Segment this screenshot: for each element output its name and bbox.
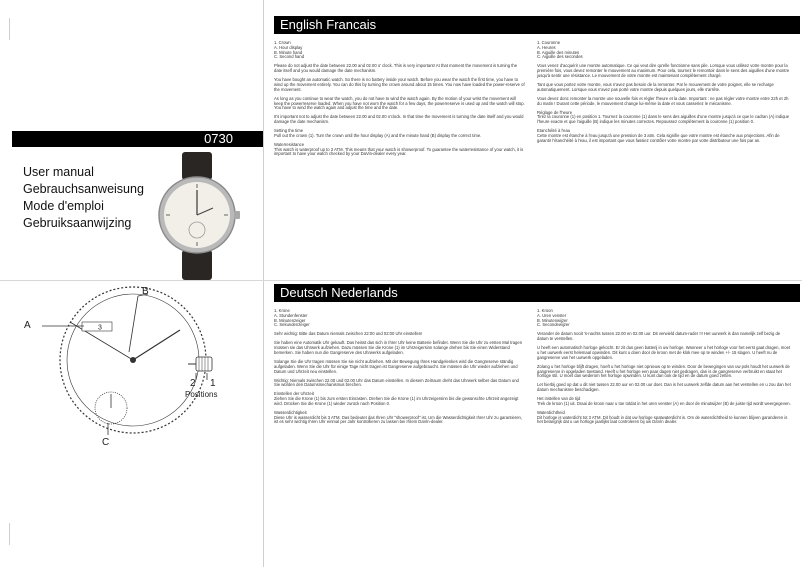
header-german-dutch-text: Deutsch Nederlands bbox=[280, 285, 398, 300]
french-paragraph: Vous devez donc remonter la montre une nouvelle fois et régler l'heure et la date. Important : ne pas régler votre montre entre 22h et 2h du matin ! Durant cette période, le mouvement change lui-même la date et vous casseriez le mécanisme. bbox=[537, 95, 789, 106]
english-paragraph: It's important not to adjust the date between 22.00 and 02.00 o'clock. In that time the movement is turning the date itself and you would damage the date mechanism. bbox=[274, 114, 524, 125]
hour-window bbox=[82, 322, 112, 331]
manual-title-de: Gebrauchsanweisung bbox=[23, 182, 144, 196]
english-paragraph: You have bought an automatic watch. So there is no battery inside your watch. Before you wear the watch the first time, you have to wind up the movement entirely. You can do this by turning the crown around about 15 times. You now have loaded the power-reserve of the movement. bbox=[274, 77, 525, 92]
german-paragraph: Sie haben eine Automatik Uhr gekauft. Das heisst das sich in Ihrer Uhr keine Batterie befindet. Wenn Sie die Uhr zu ersten Mal tragen müssen sie das Uhrwerk aufziehen. Dazu müssen Sie die Krone (1) im Uhrzeigersinn solange drehen bis Sie einen Widerstand bemerken. Sie haben nun die Gangreserve des Uhrwerks aufgeladen. bbox=[274, 340, 523, 355]
german-parts-list: 1. Krone A. Stundenfenster B. Minutenzeiger C. Sekundenzeiger bbox=[274, 308, 310, 328]
header-english-french-text: English Francais bbox=[280, 17, 377, 32]
english-paragraph: Setting the time Pull out the crown (1). Turn the crown until the hour display (A) and the minute hand (B) display the correct time. bbox=[274, 128, 482, 138]
crown-position-1: 1 bbox=[210, 378, 216, 389]
positions-label: Positions bbox=[185, 390, 218, 399]
french-instructions bbox=[537, 41, 791, 148]
watch-diagram bbox=[18, 282, 258, 447]
french-paragraph: Etanchéité à l'eau Cette montre est étanche à l'eau jusqu'à une pression de 3 atm. Cela signifie que votre montre est étanche aux projections. Afin de garantir l'étanchéité à l'eau, il est important que vous fassiez contrôler votre montre par votre distributeur une fois par an. bbox=[537, 128, 780, 143]
model-number: 0730 bbox=[204, 131, 233, 146]
manual-title-en: User manual bbox=[23, 165, 94, 179]
dutch-paragraph: U heeft een automatisch horloge gekocht. Er zit dus geen batterij in uw horloge. Wanneer u het horloge voor het eerst gaat dragen, moet u het uurwerk eerst helemaal opwinden. Dit kunt u doen door de kroon met de klok mee op te winden +/- 15 slagen. U heeft nu de gangreserve van het uurwerk opgeladen. bbox=[537, 345, 791, 360]
french-paragraph: Réglage de l'heure Tirez la couronne (1) en position 1. Tournez la couronne (1) dans le sens des aiguilles d'une montre jusqu'à ce que le cadran (A) indique l'heure exacte et que l'aiguille (B) indique les minutes correctes. Repoussez complètement la couronne (1) position 0. bbox=[537, 109, 790, 125]
crown-position-2: 2 bbox=[190, 378, 196, 389]
english-instructions bbox=[274, 41, 526, 161]
page-edge-mark bbox=[9, 18, 10, 40]
crown-icon bbox=[188, 357, 212, 371]
manual-language-list bbox=[23, 164, 144, 232]
header-english-french bbox=[274, 16, 800, 34]
english-paragraph: As long as you continue to wear the watch, you do not have to wind the watch again. By the motion of your wrist the movement will keep the powerreserve loaded. When you have not worn the watch for a few days, the powerreserve is used up and the watch will stop. You have to wind the watch again and adjust the time and the date. bbox=[274, 95, 525, 111]
page-divider bbox=[0, 280, 802, 281]
label-b: B bbox=[142, 286, 149, 297]
dutch-paragraph: Het instellen van de tijd Trek de kroon (1) uit. Draai de kroon naar u toe totdat in het uren venster (A) en door de minutwijzer (B) de juiste tijd wordt weergegeven. bbox=[537, 396, 791, 406]
manual-title-fr: Mode d'emploi bbox=[23, 199, 104, 213]
manual-title-nl: Gebruiksaanwijzing bbox=[23, 216, 132, 230]
german-paragraph: Solange Sie die Uhr tragen müssen Sie sie nicht aufziehen. Mit der Bewegung Ihres Handgelenkes wird die Gangreserve ständig aufgeladen. Wenn Sie die Uhr für einige Tage nicht tragen ist Gangreserve aufgebraucht. Sie müssen die Uhr wieder aufziehen und Datum und Uhrzeit neu einstellen. bbox=[274, 358, 518, 374]
hour-window-digit: 3 bbox=[98, 324, 102, 332]
dutch-paragraph: Verander de datum nooit 's-nachts tussen 22.00 en 02.00 uur. Dit verwield datum-rader !!! Het uurwerk is dan namelijk zelf bezig de datum te verstellen. bbox=[537, 331, 781, 342]
french-paragraph: Tant que vous portez votre montre, vous n'avez pas besoin de la remonter. Par le mouvement de votre poignet, elle se recharge automatiquement. Lorsque vous n'avez pas porté votre montre depuis quelques jours, elle s'arrête. bbox=[537, 81, 774, 92]
french-paragraph: Vous venez d'acquérir une montre automatique. Ce qui veut dire qu'elle fonctionne sans pile. Lorsque vous utilisez votre montre pour la première fois, vous devez remonter le mouvement au maximum. Pour cela, tournez le remontoir dans le sens des aiguilles d'une montre jusqu'à sentir une résistance. Le mouvement de votre montre est maintenant complètement chargé. bbox=[537, 63, 790, 78]
german-instructions bbox=[274, 309, 526, 429]
page-edge-mark bbox=[9, 523, 10, 545]
german-paragraph: Wichtig: Niemals zwischen 22.00 und 02.00 Uhr das Datum einstellen. In diesem Zeitraum dreht das Uhrwerk selber das Datum und Sie würden den Datumsmechanismus brechen. bbox=[274, 377, 519, 388]
german-paragraph: Einstellen der Uhrzeit Ziehen Sie die Krone (1) bis zum ersten Einrasten. Drehen Sie die Krone (1) im Uhrzeigersinn bis die gewünschte Uhrzeit angezeigt wird. Drücken Sie die Krone (1) wieder zurück nach Position 0. bbox=[274, 391, 519, 406]
watch-photo bbox=[150, 152, 245, 280]
dutch-paragraph: Waterdichtheid Dit horloge is waterdicht tot 3 ATM. Dit houdt in dat uw horloge spatwaterdicht is. Om de waterdichtheid te kunnen blijven garanderen is het belangrijk dat u uw horloge jaarlijks laat controleren bij uw DaVin dealer. bbox=[537, 409, 788, 425]
german-paragraph: Sehr wichtig: Bitte das Datum niemals zwischen 22:00 und 02:00 Uhr einstellen! bbox=[274, 331, 423, 337]
dutch-paragraph: Zolang u het horloge blijft dragen, hoeft u het horloge niet opnieuw op te winden. Door de bewegingen van uw pols houdt het uurwerk de gangreserve in opgeladen toestand. Heeft u het horloge een paar dagen niet gedragen, dan is de gangreserve verbruikt en staat het horloge stil. U moet dan wederom het horloge opwinden. U kunt dan ook de tijd en de datum goed zetten. bbox=[537, 363, 790, 379]
header-german-dutch bbox=[274, 284, 800, 302]
english-parts-list: 1. Crown A. Hour display B. Minute hand C. Second hand bbox=[274, 40, 305, 60]
fold-line bbox=[263, 0, 264, 567]
label-a: A bbox=[24, 320, 31, 331]
label-c: C bbox=[102, 437, 110, 447]
english-paragraph: Please do not adjust the date between 22.00 and 02.00 o' clock. This is very important! At that moment the movement is turning the date itself and you would damage the date mechanism. bbox=[274, 63, 518, 74]
dutch-paragraph: Let hierbij goed op dat u dit niet tussen 22.00 uur en 02.00 uur doet. Dan is het uurwerk zelfde datum aan het verstellen en u zou dan het datum mechanisme beschadigen. bbox=[537, 382, 791, 393]
dutch-parts-list: 1. Kroon A. Uren venster B. Minutenwijzer C. Secondewijzer bbox=[537, 308, 570, 328]
english-paragraph: Waterresistance This watch is waterproof up to 3 ATM. This means that your watch is showerproof. To guarantee the waterresistance of your watch, it is important to have your watch checked by your DaVin-dealer every year. bbox=[274, 141, 524, 157]
minute-hand bbox=[133, 330, 180, 360]
model-number-bar bbox=[12, 131, 263, 147]
french-parts-list: 1. Couronne A. Heures B. Aiguille des minutes C. Aiguille des secondes bbox=[537, 40, 583, 60]
dutch-instructions bbox=[537, 309, 791, 429]
german-paragraph: Wasserdichtigkeit Diese Uhr is wasserdicht bis 3 ATM. Das bedeutet das Ihren Uhr "showerproof" ist. Um die Wasserdichtigkeit Ihrer Uhr zu garantieren, ist es sehr wichtig Ihren Uhr einmal per Jahr kontrollieren zu lassen bei Ihrem DaVin-dealer. bbox=[274, 409, 523, 425]
